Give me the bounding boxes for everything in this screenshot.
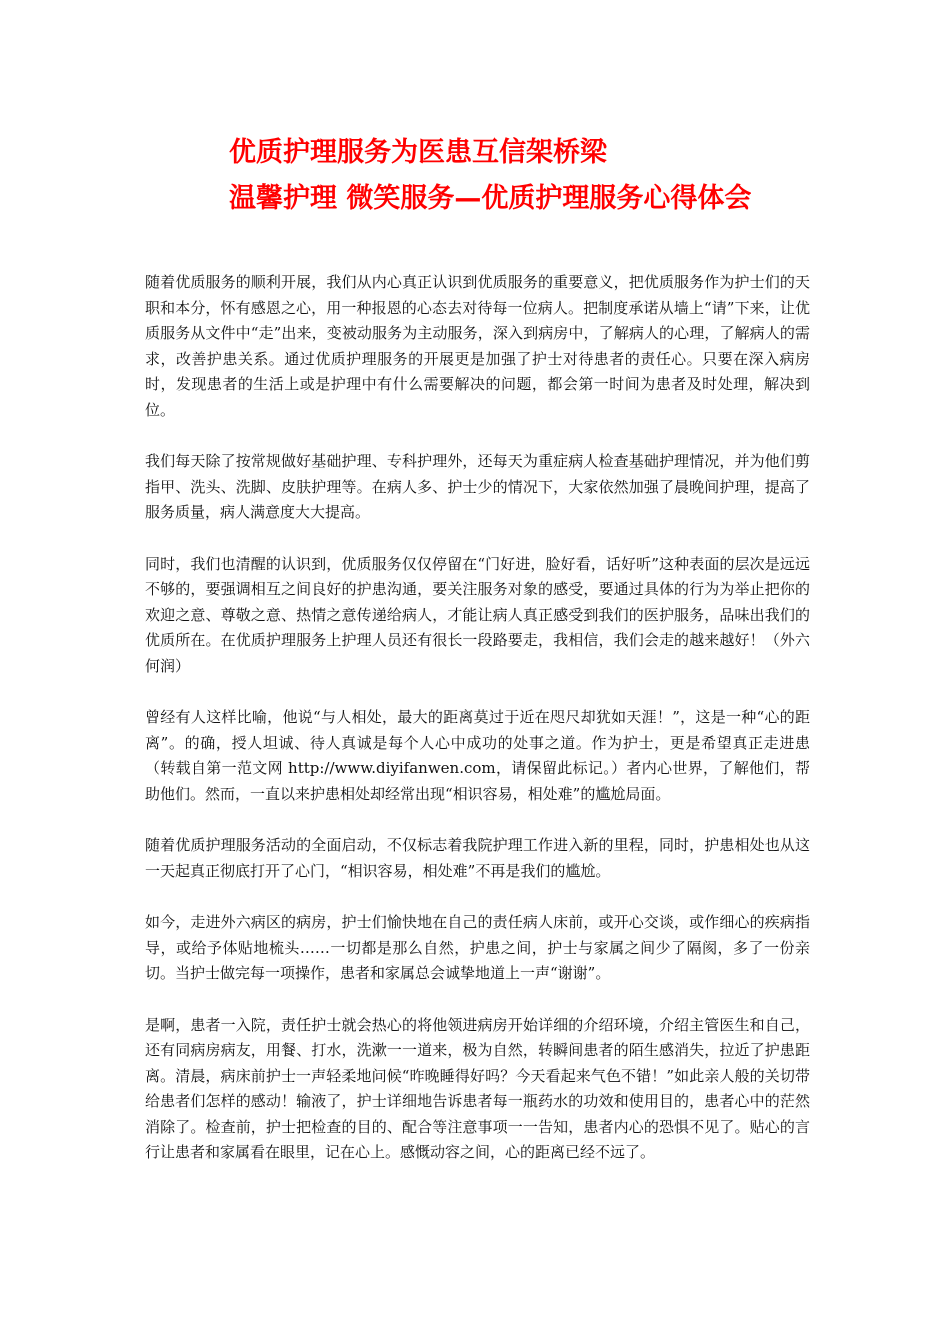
article-body (145, 270, 810, 1192)
subtitle: 温馨护理 微笑服务—优质护理服务心得体会 (229, 183, 752, 214)
main-title: 优质护理服务为医患互信架桥梁 (229, 137, 607, 168)
paragraph: 同时，我们也清醒的认识到，优质服务仅仅停留在“门好进，脸好看，话好听”这种表面的层次是远远不够的，要强调相互之间良好的护患沟通，要关注服务对象的感受，要通过具体的行为为举止把你的欢迎之意、尊敬之意、热情之意传递给病人，才能让病人真正感受到我们的医护服务，品味出我们的优质所在。在优质护理服务上护理人员还有很长一段路要走，我相信，我们会走的越来越好！（外六 何润） (145, 554, 810, 675)
paragraph: 是啊，患者一入院，责任护士就会热心的将他领进病房开始详细的介绍环境，介绍主管医生和自己，还有同病房病友，用餐、打水，洗漱一一道来，极为自然，转瞬间患者的陌生感消失，拉近了护患距离。清晨，病床前护士一声轻柔地问候“昨晚睡得好吗？今天看起来气色不错！”如此亲人般的关切带给患者们怎样的感动！输液了，护士详细地告诉患者每一瓶药水的功效和使用目的，患者心中的茫然消除了。检查前，护士把检查的目的、配合等注意事项一一告知，患者内心的恐惧不见了。贴心的言行让患者和家属看在眼里，记在心上。感慨动容之间，心的距离已经不远了。 (145, 1015, 810, 1161)
title-block (229, 130, 869, 222)
paragraph: 曾经有人这样比喻，他说“与人相处，最大的距离莫过于近在咫尺却犹如天涯！”，这是一种“心的距离”。的确，授人坦诚、待人真诚是每个人心中成功的处事之道。作为护士，更是希望真正走进患（转载自第一范文网 http://www.diyifanwen.com，请保留此标记。）者内心世界，了解他们，帮助他们。然而，一直以来护患相处却经常出现“相识容易，相处难”的尴尬局面。 (145, 708, 810, 803)
paragraph: 随着优质护理服务活动的全面启动，不仅标志着我院护理工作进入新的里程，同时，护患相处也从这一天起真正彻底打开了心门，“相识容易，相处难”不再是我们的尴尬。 (145, 836, 810, 880)
paragraph: 随着优质服务的顺利开展，我们从内心真正认识到优质服务的重要意义，把优质服务作为护士们的天职和本分，怀有感恩之心，用一种报恩的心态去对待每一位病人。把制度承诺从墙上“请”下来，让优质服务从文件中“走”出来，变被动服务为主动服务，深入到病房中，了解病人的心理，了解病人的需求，改善护患关系。通过优质护理服务的开展更是加强了护士对待患者的责任心。只要在深入病房时，发现患者的生活上或是护理中有什么需要解决的问题，都会第一时间为患者及时处理，解决到位。 (145, 273, 810, 419)
paragraph: 我们每天除了按常规做好基础护理、专科护理外，还每天为重症病人检查基础护理情况，并为他们剪指甲、洗头、洗脚、皮肤护理等。在病人多、护士少的情况下，大家依然加强了晨晚间护理，提高了服务质量，病人满意度大大提高。 (145, 452, 810, 521)
paragraph: 如今，走进外六病区的病房，护士们愉快地在自己的责任病人床前，或开心交谈，或作细心的疾病指导，或给予体贴地梳头……一切都是那么自然，护患之间，护士与家属之间少了隔阂，多了一份亲切。当护士做完每一项操作，患者和家属总会诚挚地道上一声“谢谢”。 (145, 913, 810, 982)
